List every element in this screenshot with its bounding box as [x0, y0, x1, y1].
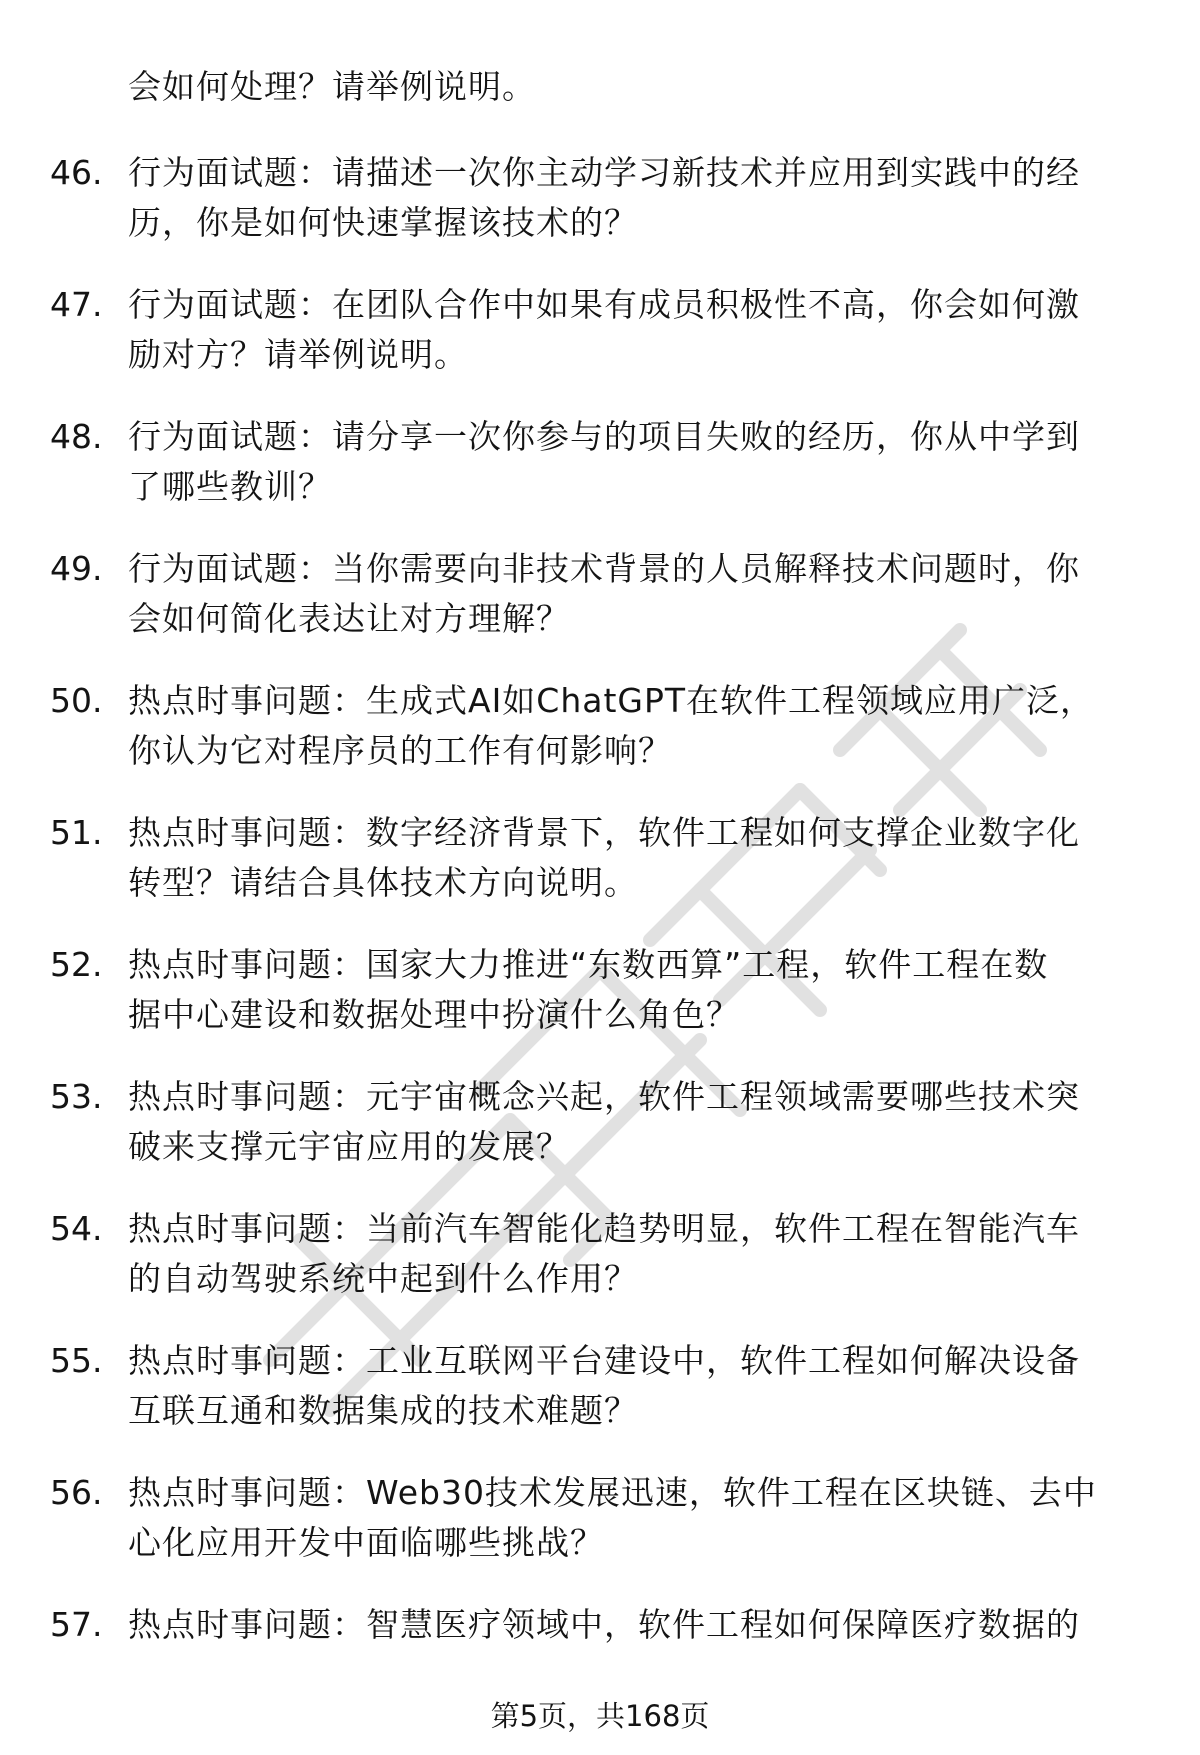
question-list	[0, 148, 1200, 1732]
question-text	[128, 1468, 1148, 1568]
question-text	[128, 412, 1148, 512]
question-text-line: 互联互通和数据集成的技术难题？	[128, 1391, 638, 1430]
question-number: 52.	[50, 945, 103, 984]
question-text	[128, 280, 1148, 380]
question-text	[128, 148, 1148, 248]
question-text-line: 心化应用开发中面临哪些挑战？	[128, 1523, 604, 1562]
question-text-line: 的自动驾驶系统中起到什么作用？	[128, 1259, 638, 1298]
list-item	[0, 412, 1200, 544]
question-text	[128, 1336, 1148, 1436]
question-number: 48.	[50, 417, 103, 456]
question-number: 46.	[50, 153, 103, 192]
list-item	[0, 1336, 1200, 1468]
question-text-line: 热点时事问题：国家大力推进“东数西算”工程，软件工程在数	[128, 945, 1049, 984]
question-number: 53.	[50, 1077, 103, 1116]
question-text-line: 据中心建设和数据处理中扮演什么角色？	[128, 995, 740, 1034]
continued-question-text: 会如何处理？请举例说明。	[128, 67, 536, 106]
list-item	[0, 1204, 1200, 1336]
list-item	[0, 676, 1200, 808]
question-text	[128, 676, 1148, 776]
question-text-line: 热点时事问题：元宇宙概念兴起，软件工程领域需要哪些技术突	[128, 1077, 1080, 1116]
question-text-line: 会如何简化表达让对方理解？	[128, 599, 570, 638]
question-text-line: 行为面试题：当你需要向非技术背景的人员解释技术问题时，你	[128, 549, 1080, 588]
list-item	[0, 544, 1200, 676]
question-text-line: 行为面试题：请分享一次你参与的项目失败的经历，你从中学到	[128, 417, 1080, 456]
list-item	[0, 808, 1200, 940]
list-item	[0, 940, 1200, 1072]
question-text-line: 行为面试题：请描述一次你主动学习新技术并应用到实践中的经	[128, 153, 1080, 192]
question-text-line: 破来支撑元宇宙应用的发展？	[128, 1127, 570, 1166]
question-text	[128, 940, 1148, 1040]
question-text-line: 热点时事问题：数字经济背景下，软件工程如何支撑企业数字化	[128, 813, 1080, 852]
page-number-footer: 第5页，共168页	[490, 1699, 710, 1733]
question-number: 54.	[50, 1209, 103, 1248]
question-number: 57.	[50, 1605, 103, 1644]
question-text-line: 行为面试题：在团队合作中如果有成员积极性不高，你会如何激	[128, 285, 1080, 324]
question-text-line: 了哪些教训？	[128, 467, 332, 506]
question-text-line: 你认为它对程序员的工作有何影响？	[128, 731, 672, 770]
question-number: 51.	[50, 813, 103, 852]
question-number: 56.	[50, 1473, 103, 1512]
question-text-line: 热点时事问题：Web30技术发展迅速，软件工程在区块链、去中	[128, 1473, 1097, 1512]
question-text-line: 励对方？请举例说明。	[128, 335, 468, 374]
question-text	[128, 1072, 1148, 1172]
list-item	[0, 1072, 1200, 1204]
question-text	[128, 1204, 1148, 1304]
question-number: 49.	[50, 549, 103, 588]
question-text-line: 热点时事问题：生成式AI如ChatGPT在软件工程领域应用广泛，	[128, 681, 1095, 720]
question-number: 50.	[50, 681, 103, 720]
question-text	[128, 1600, 1148, 1650]
list-item	[0, 148, 1200, 280]
question-text-line: 热点时事问题：工业互联网平台建设中，软件工程如何解决设备	[128, 1341, 1080, 1380]
list-item	[0, 280, 1200, 412]
question-number: 47.	[50, 285, 103, 324]
question-text	[128, 544, 1148, 644]
question-text-line: 热点时事问题：智慧医疗领域中，软件工程如何保障医疗数据的	[128, 1605, 1080, 1644]
question-text-line: 历，你是如何快速掌握该技术的？	[128, 203, 638, 242]
question-text-line: 转型？请结合具体技术方向说明。	[128, 863, 638, 902]
question-text-line: 热点时事问题：当前汽车智能化趋势明显，软件工程在智能汽车	[128, 1209, 1080, 1248]
question-text	[128, 808, 1148, 908]
question-number: 55.	[50, 1341, 103, 1380]
list-item	[0, 1468, 1200, 1600]
